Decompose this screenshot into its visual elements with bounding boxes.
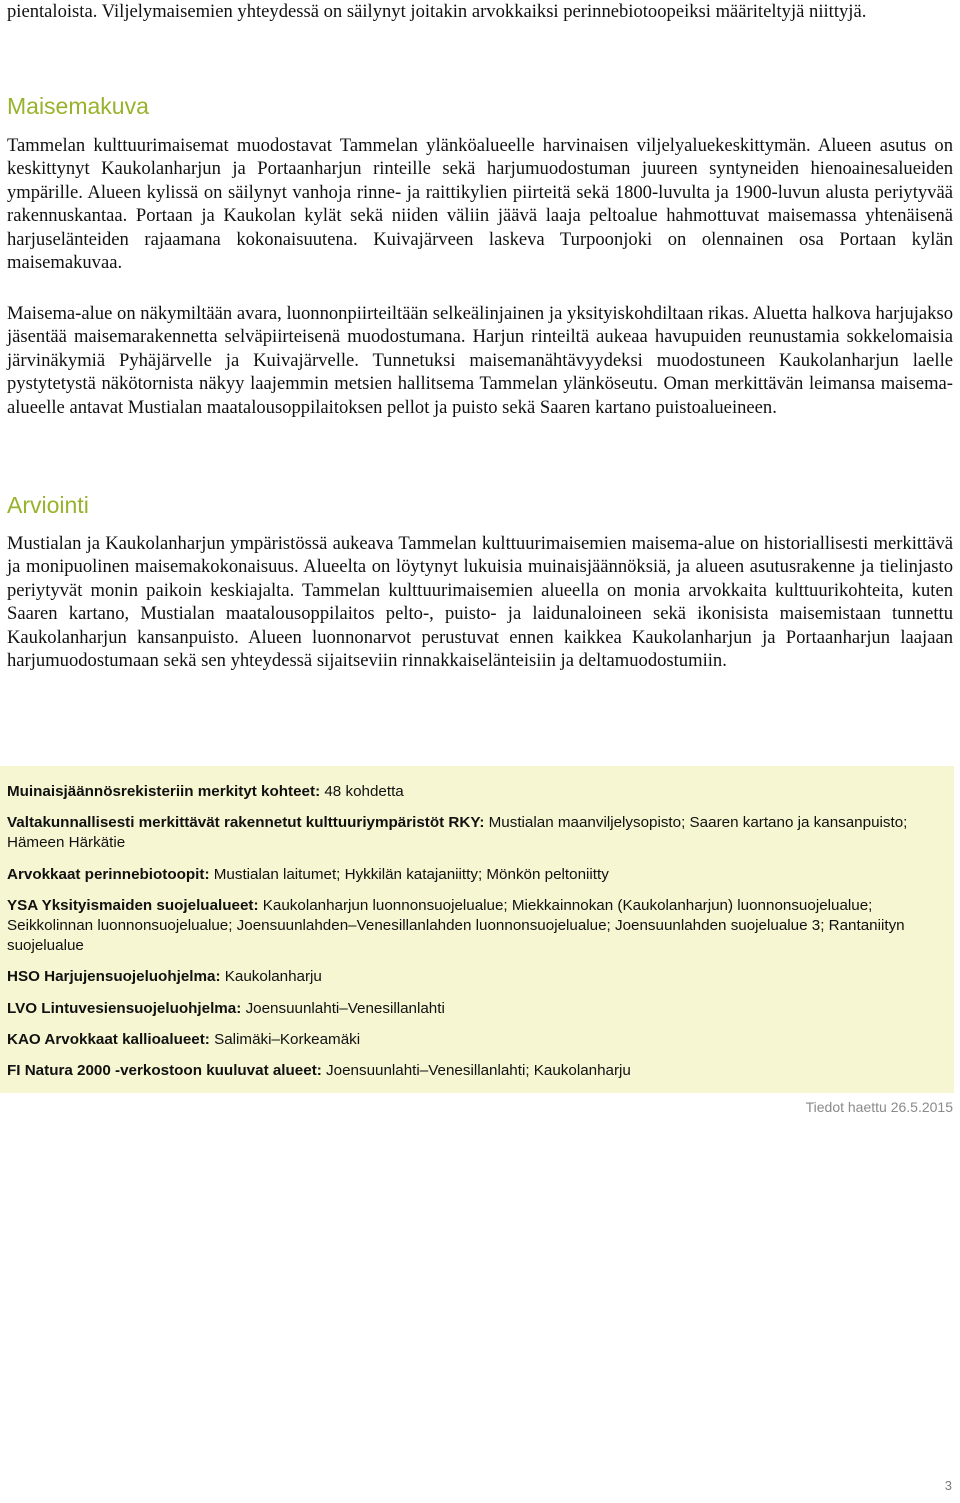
page-number: 3 — [944, 1478, 952, 1493]
maisemakuva-paragraph-2: Maisema-alue on näkymiltään avara, luonnonpiirteiltään selkeälinjainen ja yksityiskohdiltaan rikas. Aluetta halkova harjujakso jäsentää maisemarakennetta selväpiirteisenä muodostumana. Harjun rinteiltä aukeaa havupuiden reunustamia sokkelomaisia järvinäkymiä Pyhäjärvelle ja Kuivajärvelle. Tunnetuksi maisemanähtävyydeksi muodostuneen Kaukolanharjun laelle pystytetystä näkötornista näkyy laajemmin metsien hallitsema Tammelan ylänköseutu. Oman merkittävän leimansa maisema-alueelle antavat Mustialan maatalousoppilaitoksen pellot ja puisto sekä Saaren kartano puistoalueineen. — [7, 303, 953, 418]
info-row — [7, 896, 946, 957]
info-row — [7, 999, 946, 1019]
info-label: FI Natura 2000 -verkostoon kuuluvat alueet: — [7, 1062, 322, 1080]
info-value: Joensuunlahti–Venesillanlahti — [245, 999, 445, 1017]
info-label: Valtakunnallisesti merkittävät rakennetut kulttuuriympäristöt RKY: — [7, 814, 485, 832]
info-label: YSA Yksityismaiden suojelualueet: — [7, 896, 259, 914]
info-row — [7, 1030, 946, 1050]
info-value: 48 kohdetta — [324, 783, 404, 800]
info-row — [7, 865, 946, 885]
info-value: Salimäki–Korkeamäki — [214, 1030, 361, 1048]
info-row — [7, 813, 946, 853]
info-value: Kaukolanharju — [224, 968, 322, 986]
section-heading-maisemakuva: Maisemakuva — [7, 93, 149, 119]
section-heading-arviointi: Arviointi — [7, 492, 89, 518]
info-label: KAO Arvokkaat kallioalueet: — [7, 1030, 210, 1048]
info-row — [7, 782, 946, 802]
intro-paragraph: pientaloista. Viljelymaisemien yhteydessä on säilynyt joitakin arvokkaiksi perinnebiotoopeiksi määriteltyjä niittyjä. — [7, 1, 867, 22]
info-label: Arvokkaat perinnebiotoopit: — [7, 865, 210, 883]
info-value: Joensuunlahti–Venesillanlahti; Kaukolanharju — [326, 1062, 631, 1080]
arviointi-paragraph: Mustialan ja Kaukolanharjun ympäristössä aukeava Tammelan kulttuurimaisemien maisema-alue on historiallisesti merkittävä ja monipuolinen maisemakokonaisuus. Alueelta on löytynyt lukuisia muinaisjäännöksiä, ja alueen asutusrakenne ja tielinjasto periytyvät monin paikoin keskiajalta. Tammelan kulttuurimaisemien alueella on monia arvokkaita kulttuurikohteita, kuten Saaren kartano, Mustialan maatalousoppilaitos pelto-, puisto- ja laidunaloineen sekä ikonisista maisemistaan tunnettu Kaukolanharjun kansanpuisto. Alueen luonnonarvot perustuvat ennen kaikkea Kaukolanharjun ja Portaanharjun laajaan harjumuodostumaan sekä sen yhteydessä sijaitseviin rinnakkaiselänteisiin ja deltamuodostumiin. — [7, 533, 953, 672]
info-label: HSO Harjujensuojeluohjelma: — [7, 968, 221, 986]
info-value: Kaukolanharjun luonnonsuojelualue; Miekkainnokan (Kaukolanharjun) luonnonsuojelualue; Seikkolinnan luonnonsuojelualue; Joensuunlahden–Venesillanlahden luonnonsuojelualue; Joensuunlahden suojelualue 3; Rantaniityn suojelualue — [7, 896, 905, 955]
info-row — [7, 1061, 946, 1081]
protection-info-box — [0, 766, 954, 1093]
info-label: LVO Lintuvesiensuojeluohjelma: — [7, 999, 242, 1017]
info-value: Mustialan laitumet; Hykkilän katajaniitty; Mönkön peltoniitty — [213, 865, 609, 883]
info-value: Mustialan maanviljelysopisto; Saaren kartano ja kansanpuisto; Hämeen Härkätie — [7, 814, 908, 852]
info-label: Muinaisjäännösrekisteriin merkityt kohteet: — [7, 783, 321, 800]
info-row — [7, 967, 946, 987]
maisemakuva-paragraph-1: Tammelan kulttuurimaisemat muodostavat Tammelan ylänköalueelle harvinaisen viljelyaluekeskittymän. Alueen asutus on keskittynyt Kaukolanharjun ja Portaanharjun rinteille sekä harjumuodostuman juureen syntyneiden hienoainesalueiden ympärille. Alueen kylissä on säilynyt vanhoja rinne- ja raittikylien piirteitä sekä 1800-luvulta ja 1900-luvun alusta periytyvää rakennuskantaa. Portaan ja Kaukolan kylät sekä niiden väliin jäävä laaja peltoalue hahmottuvat maisemassa yhtenäisenä harjuselänteiden rajaamana kokonaisuutena. Kuivajärveen laskeva Turpoonjoki on olennainen osa Portaan kylän maisemakuvaa. — [7, 135, 953, 274]
retrieved-date: Tiedot haettu 26.5.2015 — [805, 1099, 953, 1115]
